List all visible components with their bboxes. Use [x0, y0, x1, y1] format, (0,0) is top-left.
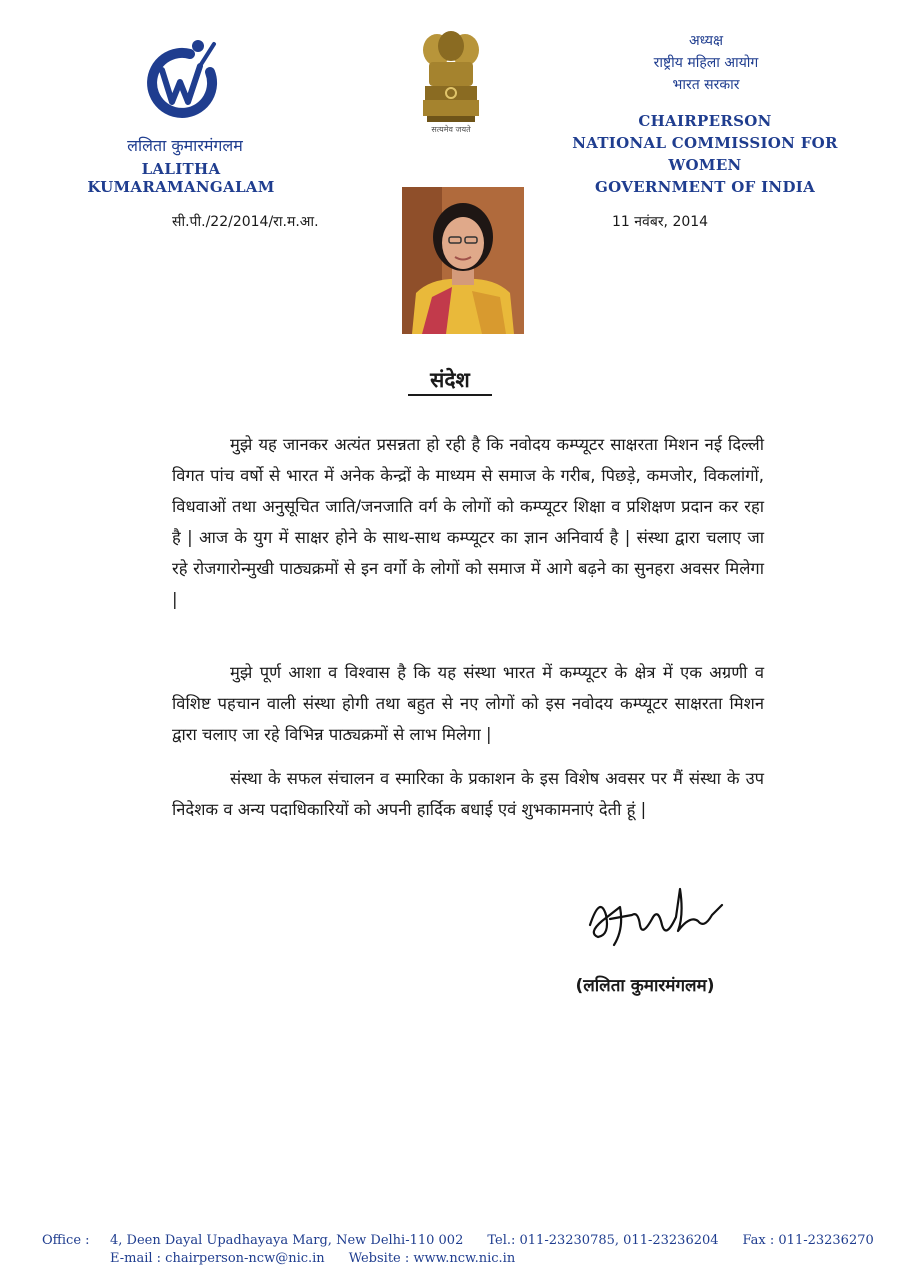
handwritten-signature: [580, 885, 730, 957]
designation-english: CHAIRPERSON: [638, 112, 772, 130]
reference-number: सी.पी./22/2014/रा.म.आ.: [172, 214, 319, 230]
website-address: Website : www.ncw.nic.in: [348, 1251, 516, 1266]
telephone-numbers: Tel.: 011-23230785, 011-23236204: [487, 1233, 719, 1248]
message-paragraph-1: मुझे यह जानकर अत्यंत प्रसन्नता हो रही है कि नवोदय कम्प्यूटर साक्षरता मिशन नई दिल्ली विगत पांच वर्षो से भारत में अनेक केन्द्रों के माध्यम से समाज के गरीब, पिछड़े, कमजोर, विकलांगों, विधवाओं तथा अनुसूचित जाति/जनजाति वर्ग के लोगों को कम्प्यूटर शिक्षा व प्रशिक्षण प्रदान कर रहा है | आज के युग में साक्षर होने के साथ-साथ कम्प्यूटर का ज्ञान अनिवार्य है | संस्था द्वारा चलाए जा रहे रोजगारोन्मुखी पाठ्यक्रमों से इन वर्गो के लोगों को समाज में आगे बढ़ने का सुनहरा अवसर मिलेगा |: [172, 435, 764, 609]
message-paragraph-3: संस्था के सफल संचालन व स्मारिका के प्रकाशन के इस विशेष अवसर पर मैं संस्था के उप निदेशक व अन्य पदाधिकारियों को अपनी हार्दिक बधाई एवं शुभकामनाएं देती हूं |: [172, 769, 764, 819]
commission-english: NATIONAL COMMISSION FOR WOMEN: [572, 134, 838, 174]
office-title-hindi: [606, 30, 806, 96]
message-paragraph-2: मुझे पूर्ण आशा व विश्वास है कि यह संस्था भारत में कम्प्यूटर के क्षेत्र में एक अग्रणी व विशिष्ट पहचान वाली संस्था होगी तथा बहुत से नए लोगों को इस नवोदय कम्प्यूटर साक्षरता मिशन द्वारा चलाए जा रहे विभिन्न पाठ्यक्रमों से लाभ मिलेगा |: [172, 663, 764, 744]
government-english: GOVERNMENT OF INDIA: [594, 178, 816, 196]
signatory-name: (ललिता कुमारमंगलम): [575, 976, 715, 996]
heading-underline: [408, 394, 492, 396]
office-label: Office :: [42, 1233, 90, 1248]
chairperson-name-hindi: ललिता कुमारमंगलम: [127, 136, 243, 155]
national-emblem: [417, 28, 485, 124]
chairperson-name-english: LALITHA KUMARAMANGALAM: [87, 160, 275, 196]
office-title-english: [540, 110, 870, 198]
letterhead-footer: [42, 1232, 872, 1268]
emblem-motto: सत्यमेव जयते: [431, 125, 471, 134]
letter-date: 11 नवंबर, 2014: [612, 214, 709, 230]
fax-number: Fax : 011-23236270: [742, 1233, 874, 1248]
message-heading: संदेश: [430, 368, 470, 392]
designation-hindi: अध्यक्ष: [688, 33, 724, 49]
government-hindi: भारत सरकार: [672, 77, 740, 93]
ncw-logo: [140, 36, 220, 118]
email-address: E-mail : chairperson-ncw@nic.in: [110, 1251, 325, 1266]
office-address: 4, Deen Dayal Upadhayaya Marg, New Delhi-110 002: [110, 1233, 464, 1248]
chairperson-photo: [402, 187, 524, 334]
commission-hindi: राष्ट्रीय महिला आयोग: [653, 55, 759, 71]
